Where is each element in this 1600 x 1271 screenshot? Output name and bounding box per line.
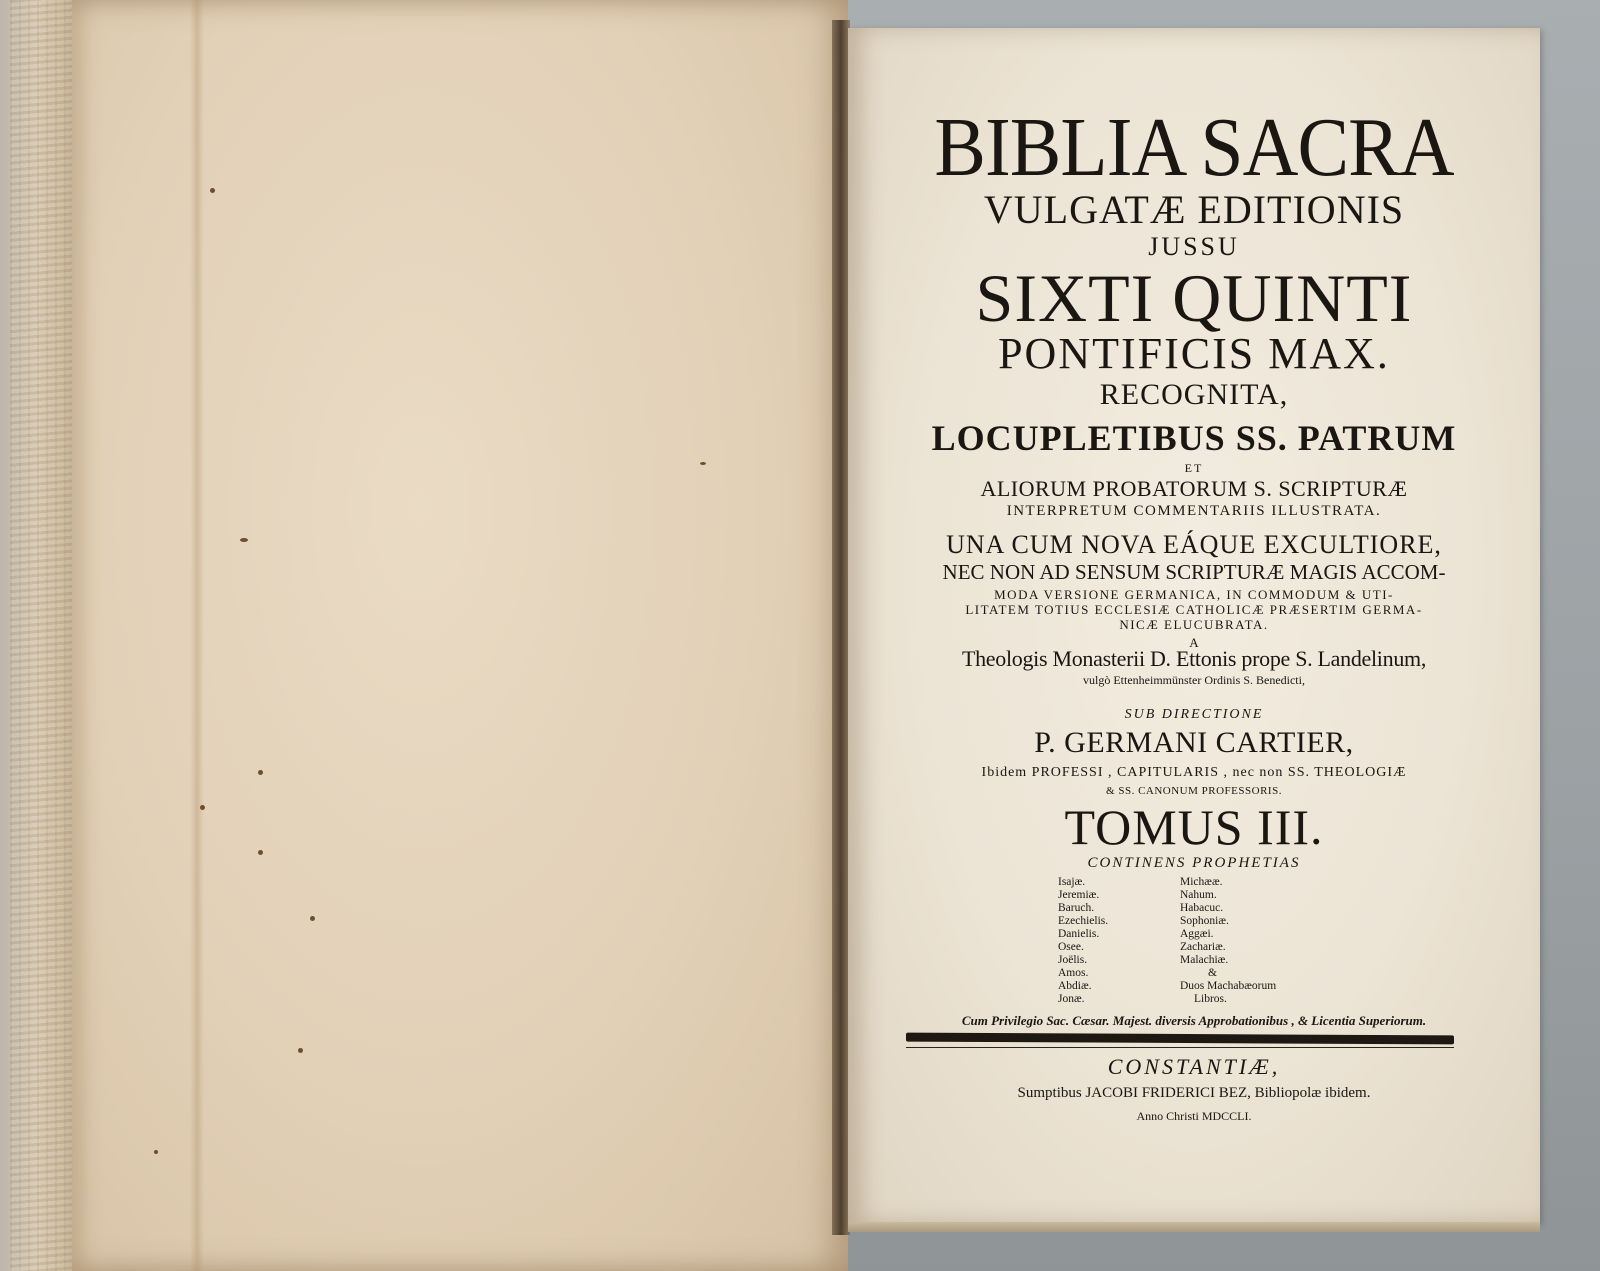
- title-sixti-quinti: SIXTI QUINTI: [975, 260, 1413, 336]
- title-vulgo: vulgò Ettenheimmünster Ordinis S. Benedicti,: [1083, 673, 1305, 687]
- title-canonum-professoris: & SS. CANONUM PROFESSORIS.: [1106, 785, 1282, 797]
- foxing-spot: [200, 805, 205, 810]
- title-aliorum: ALIORUM PROBATORUM S. SCRIPTURÆ: [980, 476, 1408, 501]
- list-item: Aggæi.: [1180, 928, 1214, 940]
- title-nec-non: NEC NON AD SENSUM SCRIPTURÆ MAGIS ACCOM-: [942, 560, 1446, 584]
- title-tomus-iii: TOMUS III.: [1064, 799, 1324, 855]
- printer-rule-thin: [906, 1047, 1454, 1048]
- title-anno-christi: Anno Christi MDCCLI.: [1136, 1109, 1252, 1123]
- list-item: Duos Machabæorum: [1180, 980, 1277, 992]
- books-list-right: [1180, 876, 1276, 1006]
- cover-board-texture: [10, 0, 72, 1271]
- list-item: Michææ.: [1180, 876, 1223, 888]
- list-item: Sophoniæ.: [1180, 915, 1229, 927]
- list-item: Nahum.: [1180, 889, 1217, 901]
- title-a: A: [1189, 635, 1199, 650]
- title-moda-versione-line-c: NICÆ ELUCUBRATA.: [1119, 616, 1269, 632]
- foxing-spot: [154, 1150, 158, 1154]
- title-biblia-sacra: BIBLIA SACRA: [934, 101, 1454, 194]
- list-item: Joëlis.: [1058, 954, 1088, 966]
- foxing-spot: [310, 916, 315, 921]
- title-una-cum-nova: UNA CUM NOVA EÁQUE EXCULTIORE,: [946, 530, 1442, 559]
- title-jussu: JUSSU: [1148, 232, 1240, 261]
- left-blank-endpaper: [72, 0, 848, 1271]
- foxing-spot: [240, 538, 248, 542]
- foxing-spot: [298, 1048, 303, 1053]
- title-interpretum: INTERPRETUM COMMENTARIIS ILLUSTRATA.: [1006, 503, 1382, 519]
- title-recognita: RECOGNITA,: [1099, 378, 1289, 411]
- title-theologis: Theologis Monasterii D. Ettonis prope S. Landelinum,: [961, 646, 1427, 671]
- list-item: Abdiæ.: [1058, 980, 1092, 992]
- page-block-edge: [848, 1222, 1540, 1232]
- list-item: Jeremiæ.: [1058, 889, 1100, 901]
- list-item: Habacuc.: [1180, 902, 1224, 914]
- title-moda-versione: [848, 588, 1540, 633]
- foxing-spot: [258, 850, 263, 855]
- list-item: Osee.: [1058, 941, 1084, 953]
- title-sub-directione: SUB DIRECTIONE: [1124, 707, 1264, 722]
- list-item: Baruch.: [1058, 902, 1095, 914]
- title-locupletibus: LOCUPLETIBUS SS. PATRUM: [931, 418, 1457, 458]
- printer-rule-thick: [906, 1033, 1454, 1045]
- foxing-spot: [210, 188, 215, 193]
- title-ibidem-professi: Ibidem PROFESSI , CAPITULARIS , nec non SS. THEOLOGIÆ: [981, 765, 1407, 780]
- title-constantiae: CONSTANTIÆ,: [1107, 1054, 1281, 1079]
- foxing-spot: [700, 462, 706, 465]
- list-item: Ezechielis.: [1058, 915, 1109, 927]
- title-moda-versione-line-a: MODA VERSIONE GERMANICA, IN COMMODUM & UTI-: [994, 587, 1394, 602]
- books-list-left: [1058, 876, 1108, 1006]
- title-germani-cartier: P. GERMANI CARTIER,: [1034, 726, 1354, 759]
- list-item: Malachiæ.: [1180, 954, 1229, 966]
- list-item: Zachariæ.: [1180, 941, 1226, 953]
- list-item: &: [1208, 967, 1217, 979]
- list-item: Isajæ.: [1058, 876, 1086, 888]
- list-item: Jonæ.: [1058, 993, 1085, 1005]
- title-cum-privilegio: Cum Privilegio Sac. Cæsar. Majest. diversis Approbationibus , & Licentia Superiorum.: [961, 1013, 1427, 1028]
- title-moda-versione-line-b: LITATEM TOTIUS ECCLESIÆ CATHOLICÆ PRÆSERTIM GERMA-: [965, 601, 1423, 617]
- title-page: [848, 28, 1540, 1223]
- title-et: ET: [1184, 461, 1204, 475]
- foxing-spot: [258, 770, 263, 775]
- list-item: Libros.: [1194, 993, 1227, 1005]
- title-continens-prophetias: CONTINENS PROPHETIAS: [1087, 855, 1301, 871]
- title-sumptibus: Sumptibus JACOBI FRIDERICI BEZ, Bibliopolæ ibidem.: [1017, 1085, 1371, 1101]
- endpaper-fold-line: [190, 0, 204, 1271]
- list-item: Amos.: [1058, 967, 1089, 979]
- list-item: Danielis.: [1058, 928, 1100, 940]
- title-pontificis-max: PONTIFICIS MAX.: [998, 329, 1390, 378]
- title-vulgatae-editionis: VULGATÆ EDITIONIS: [983, 187, 1405, 232]
